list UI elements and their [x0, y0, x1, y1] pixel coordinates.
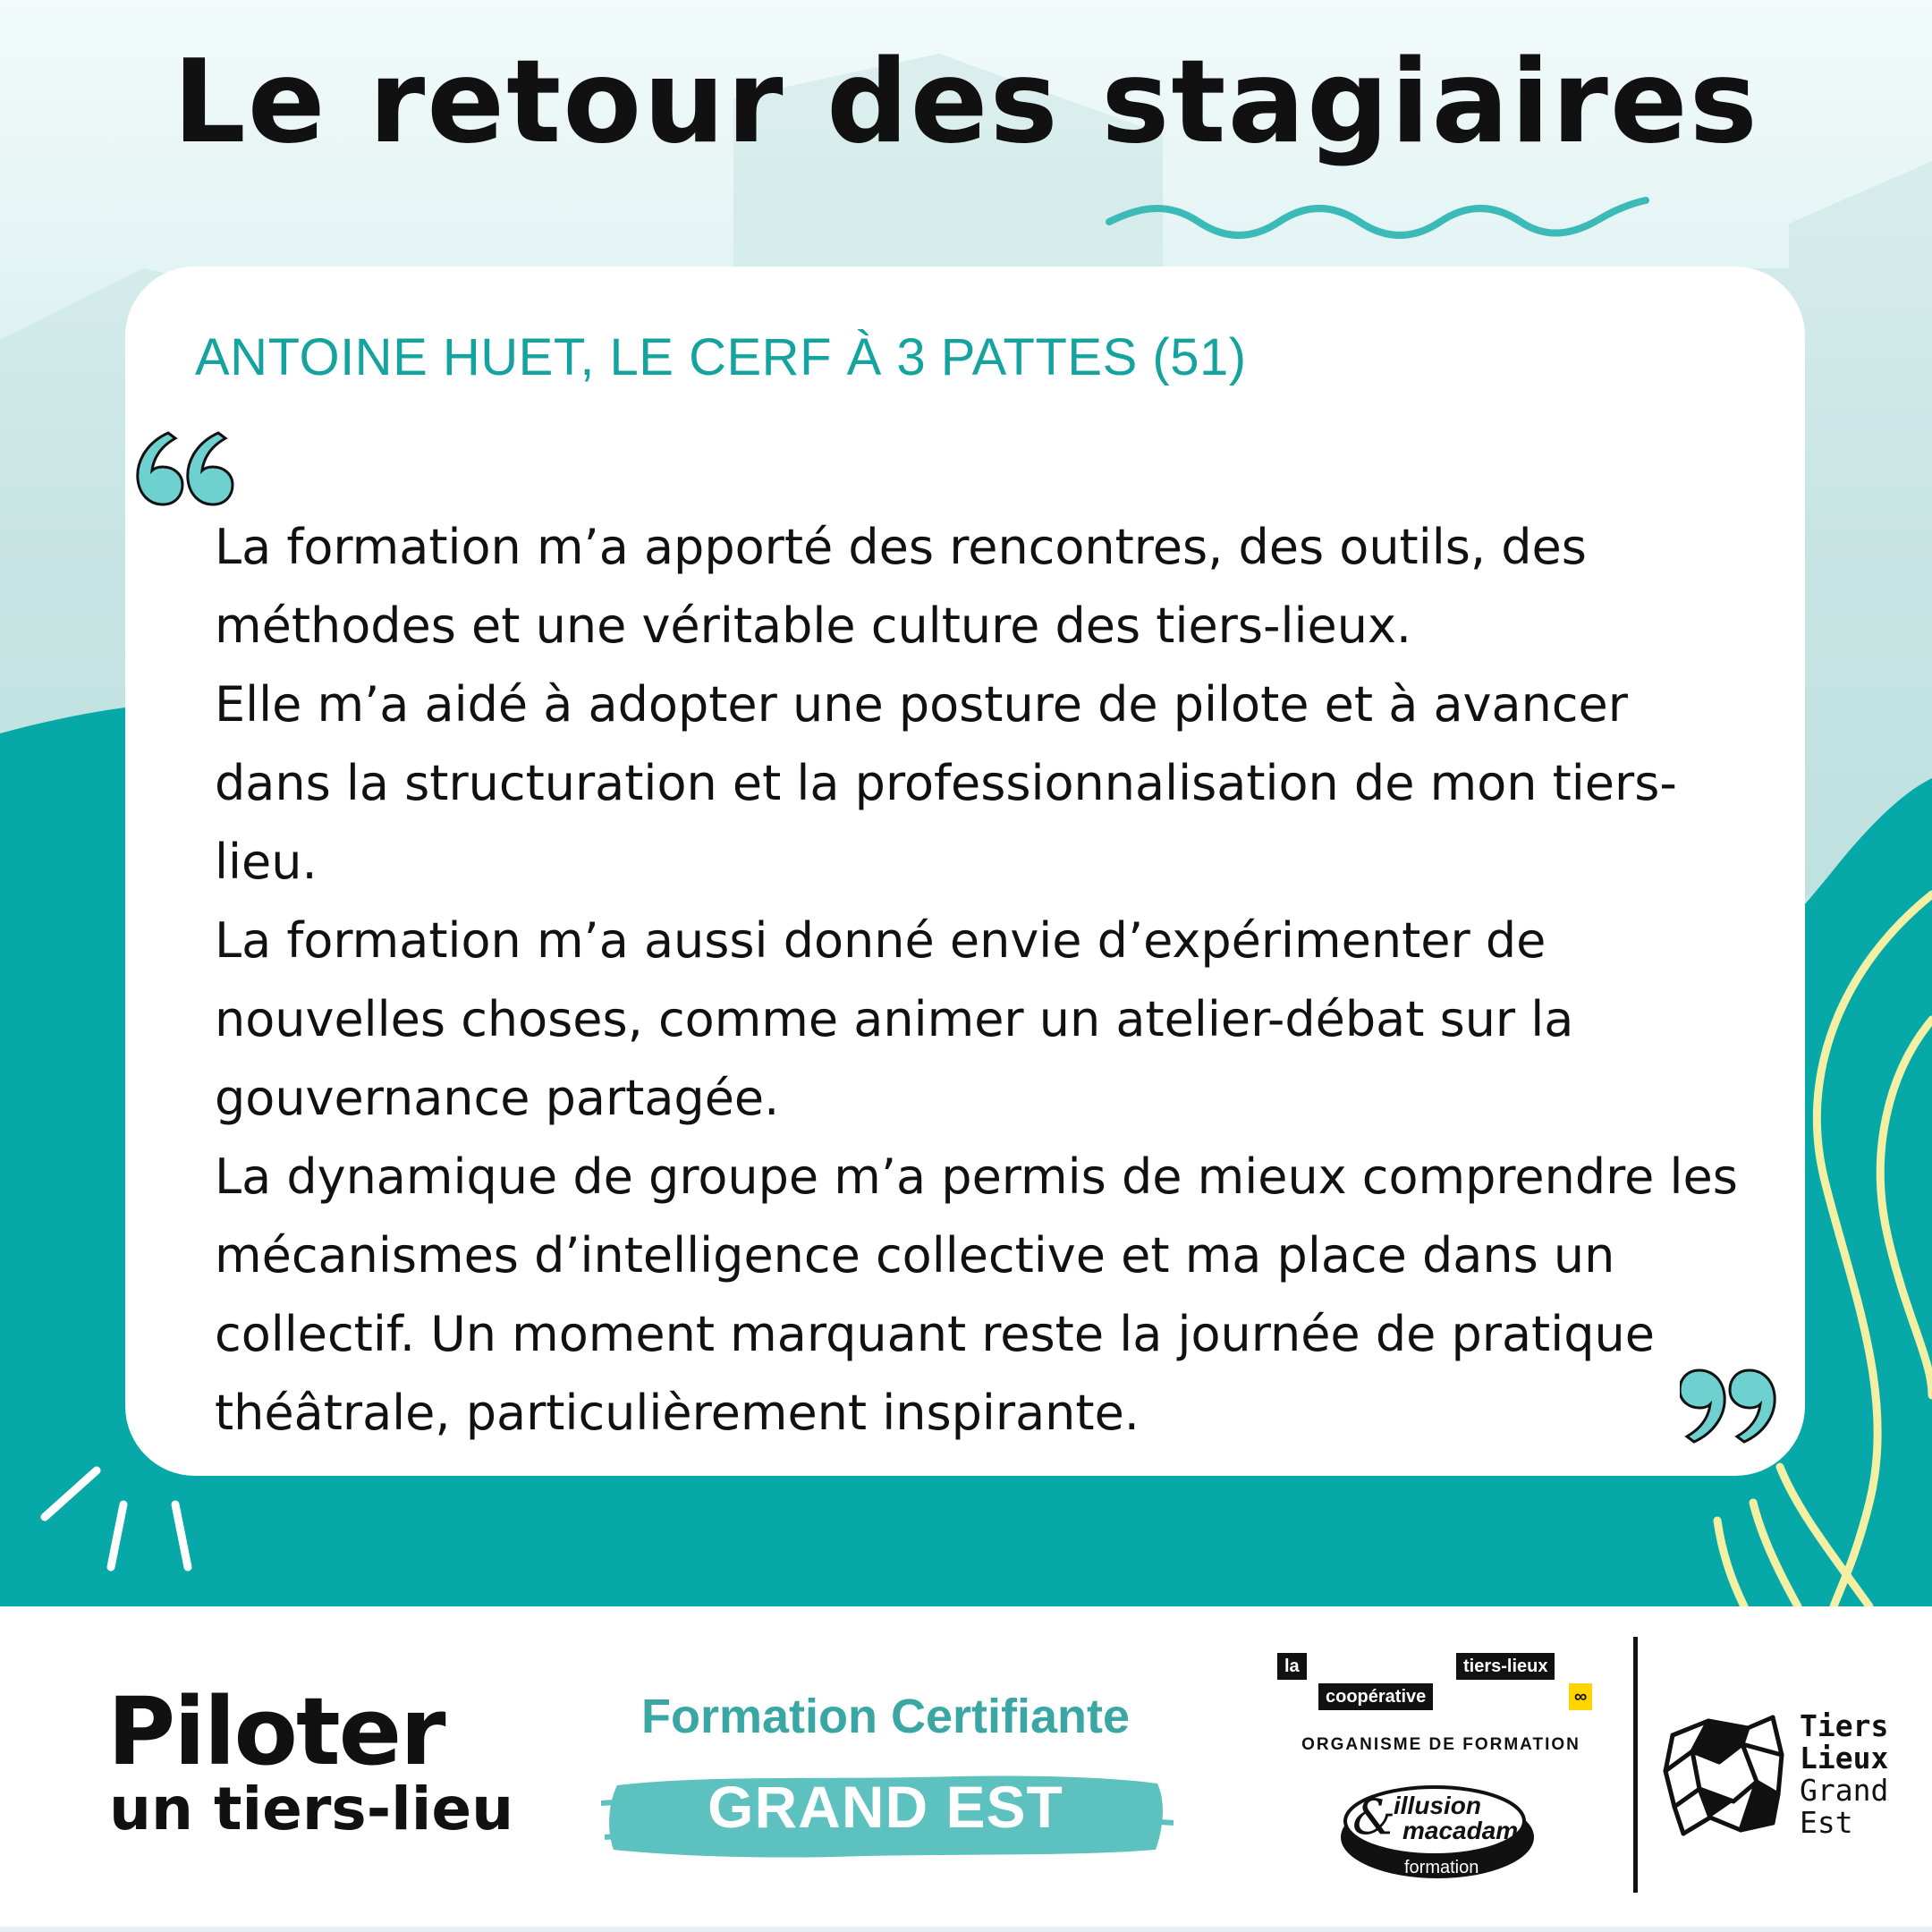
program-logo-title: Piloter — [107, 1677, 445, 1786]
formation-region: GRAND EST — [708, 1774, 1063, 1840]
cooperative-word-tiers-lieux: tiers-lieux — [1456, 1653, 1555, 1680]
testimonial-text — [215, 508, 1753, 1453]
program-logo-subtitle: un tiers-lieu — [109, 1775, 514, 1843]
testimonial-author: ANTOINE HUET, LE CERF À 3 PATTES (51) — [195, 328, 1247, 386]
cooperative-logo — [1277, 1653, 1608, 1716]
testimonial-paragraph: Elle m’a aidé à adopter une posture de pilote et à avancer dans la structuration et la professionnalisation de mon tiers-lieu. — [215, 676, 1677, 890]
logo-divider — [1633, 1637, 1638, 1893]
open-quote-icon — [132, 429, 240, 510]
svg-text:&: & — [1352, 1789, 1396, 1845]
organisme-label: ORGANISME DE FORMATION — [1301, 1735, 1580, 1754]
footer-line — [0, 1927, 1932, 1932]
testimonial-paragraph: La formation m’a apporté des rencontres, des outils, des méthodes et une véritable culture des tiers-lieux. — [215, 519, 1587, 654]
cooperative-word-la: la — [1277, 1653, 1307, 1680]
tl-word-grand: Grand — [1800, 1773, 1889, 1808]
close-quote-icon — [1680, 1365, 1787, 1445]
tiers-lieux-grand-est-text — [1800, 1710, 1888, 1839]
tiers-lieux-grand-est-icon — [1657, 1708, 1791, 1843]
illusion-macadam-logo — [1335, 1769, 1540, 1885]
testimonial-paragraph: La dynamique de groupe m’a permis de mieux comprendre les mécanismes d’intelligence collective et ma place dans un collectif. Un moment marquant reste la journée de pratique théâtrale, particulièrement inspirante. — [215, 1148, 1738, 1441]
illusion-name: illusion — [1394, 1792, 1481, 1819]
testimonial-paragraph: La formation m’a aussi donné envie d’expérimenter de nouvelles choses, comme animer un atelier-débat sur la gouvernance partagée. — [215, 912, 1574, 1126]
formation-title: Formation Certifiante — [640, 1690, 1131, 1743]
tl-word-est: Est — [1800, 1805, 1853, 1840]
tl-word-tiers: Tiers — [1800, 1708, 1889, 1743]
tl-word-lieux: Lieux — [1800, 1741, 1889, 1775]
cooperative-word-cooperative: coopérative — [1318, 1683, 1433, 1710]
macadam-name: macadam — [1402, 1817, 1519, 1844]
illusion-sub: formation — [1404, 1858, 1479, 1877]
infinity-icon: ∞ — [1569, 1683, 1592, 1710]
page-title: Le retour des stagiaires — [173, 36, 1759, 169]
